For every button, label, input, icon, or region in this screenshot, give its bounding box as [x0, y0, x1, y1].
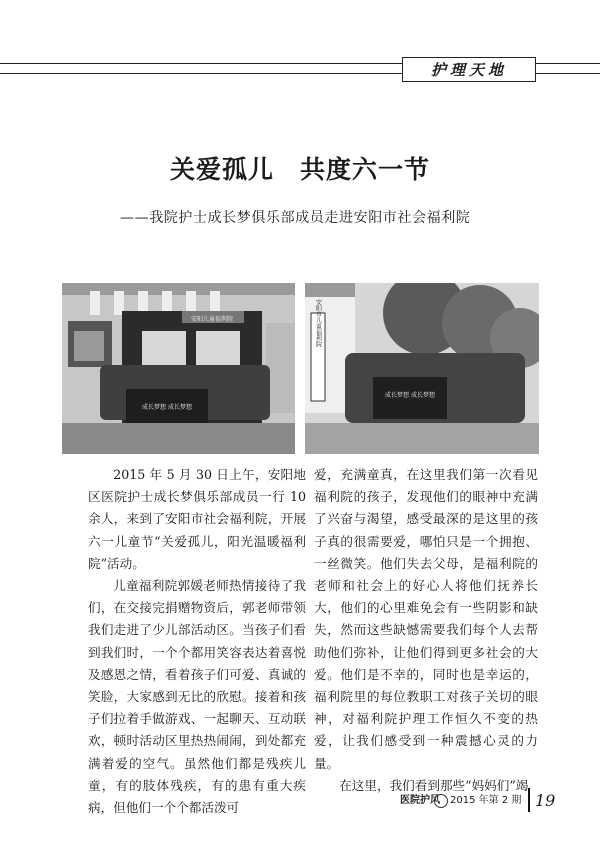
magazine-emblem-icon: [434, 794, 448, 808]
section-label: 护理天地: [402, 57, 536, 82]
paragraph: 在这里，我们看到那些“妈妈们”竭: [339, 777, 529, 793]
article-title: 关爱孤儿 共度六一节: [169, 155, 430, 184]
photo1-wall-text: 安阳儿童福利院: [190, 316, 234, 323]
article-subtitle: ——我院护士成长梦俱乐部成员走进安阳市社会福利院: [120, 210, 471, 226]
article-column-left: [88, 464, 306, 819]
paragraph: 2015 年 5 月 30 日上午，安阳地区医院护士成长梦俱乐部成员一行 10 余人，来到了安阳市社会福利院，开展六一儿童节“关爱孤儿，阳光温暖福利院”活动。: [88, 467, 306, 571]
photo2-sign-text: 安阳市儿童福利院: [314, 299, 322, 347]
photo1-banner-text: 成长梦想 成长梦想: [142, 404, 192, 411]
photo2-banner-text: 成长梦想 成长梦想: [385, 392, 435, 399]
photo-orphanage-entrance: [62, 283, 295, 454]
photo-group-outside: [305, 283, 539, 454]
footer-divider: [528, 788, 530, 812]
page-number: 19: [535, 791, 556, 810]
footer-issue: 2015 年第 2 期: [450, 795, 522, 806]
article-column-right: [314, 464, 538, 797]
paragraph: 儿童福利院郭媛老师热情接待了我们，在交接完捐赠物资后，郭老师带领我们走进了少儿部活动区。当孩子们看到我们时，一个个都用笑容表达着喜悦及感恩之情，看着孩子们可爱、真诚的笑脸，大家感到无比的欣慰。接着和孩子们拉着手做游戏、一起聊天、互动联欢，顿时活动区里热热闹闹，到处都充满着爱的空气。虽然他们都是残疾儿童，有的肢体残疾，有的患有重大疾病，但他们一个个都活泼可: [88, 578, 306, 816]
footer-magazine-name: 医院护风: [400, 795, 440, 806]
paragraph: 爱，充满童真，在这里我们第一次看见福利院的孩子，发现他们的眼神中充满了兴奋与渴望，感受最深的是这里的孩子真的很需要爱，哪怕只是一个拥抱、一丝微笑。他们失去父母，是福利院的老师和社会上的好心人将他们抚养长大，他们的心里难免会有一些阴影和缺失，然而这些缺憾需要我们每个人去帮助他们弥补，让他们得到更多社会的大爱。他们是不幸的，同时也是幸运的，福利院里的每位教职工对孩子关切的眼神，对福利院护理工作恒久不变的热爱，让我们感受到一种震撼心灵的力量。: [314, 467, 538, 771]
